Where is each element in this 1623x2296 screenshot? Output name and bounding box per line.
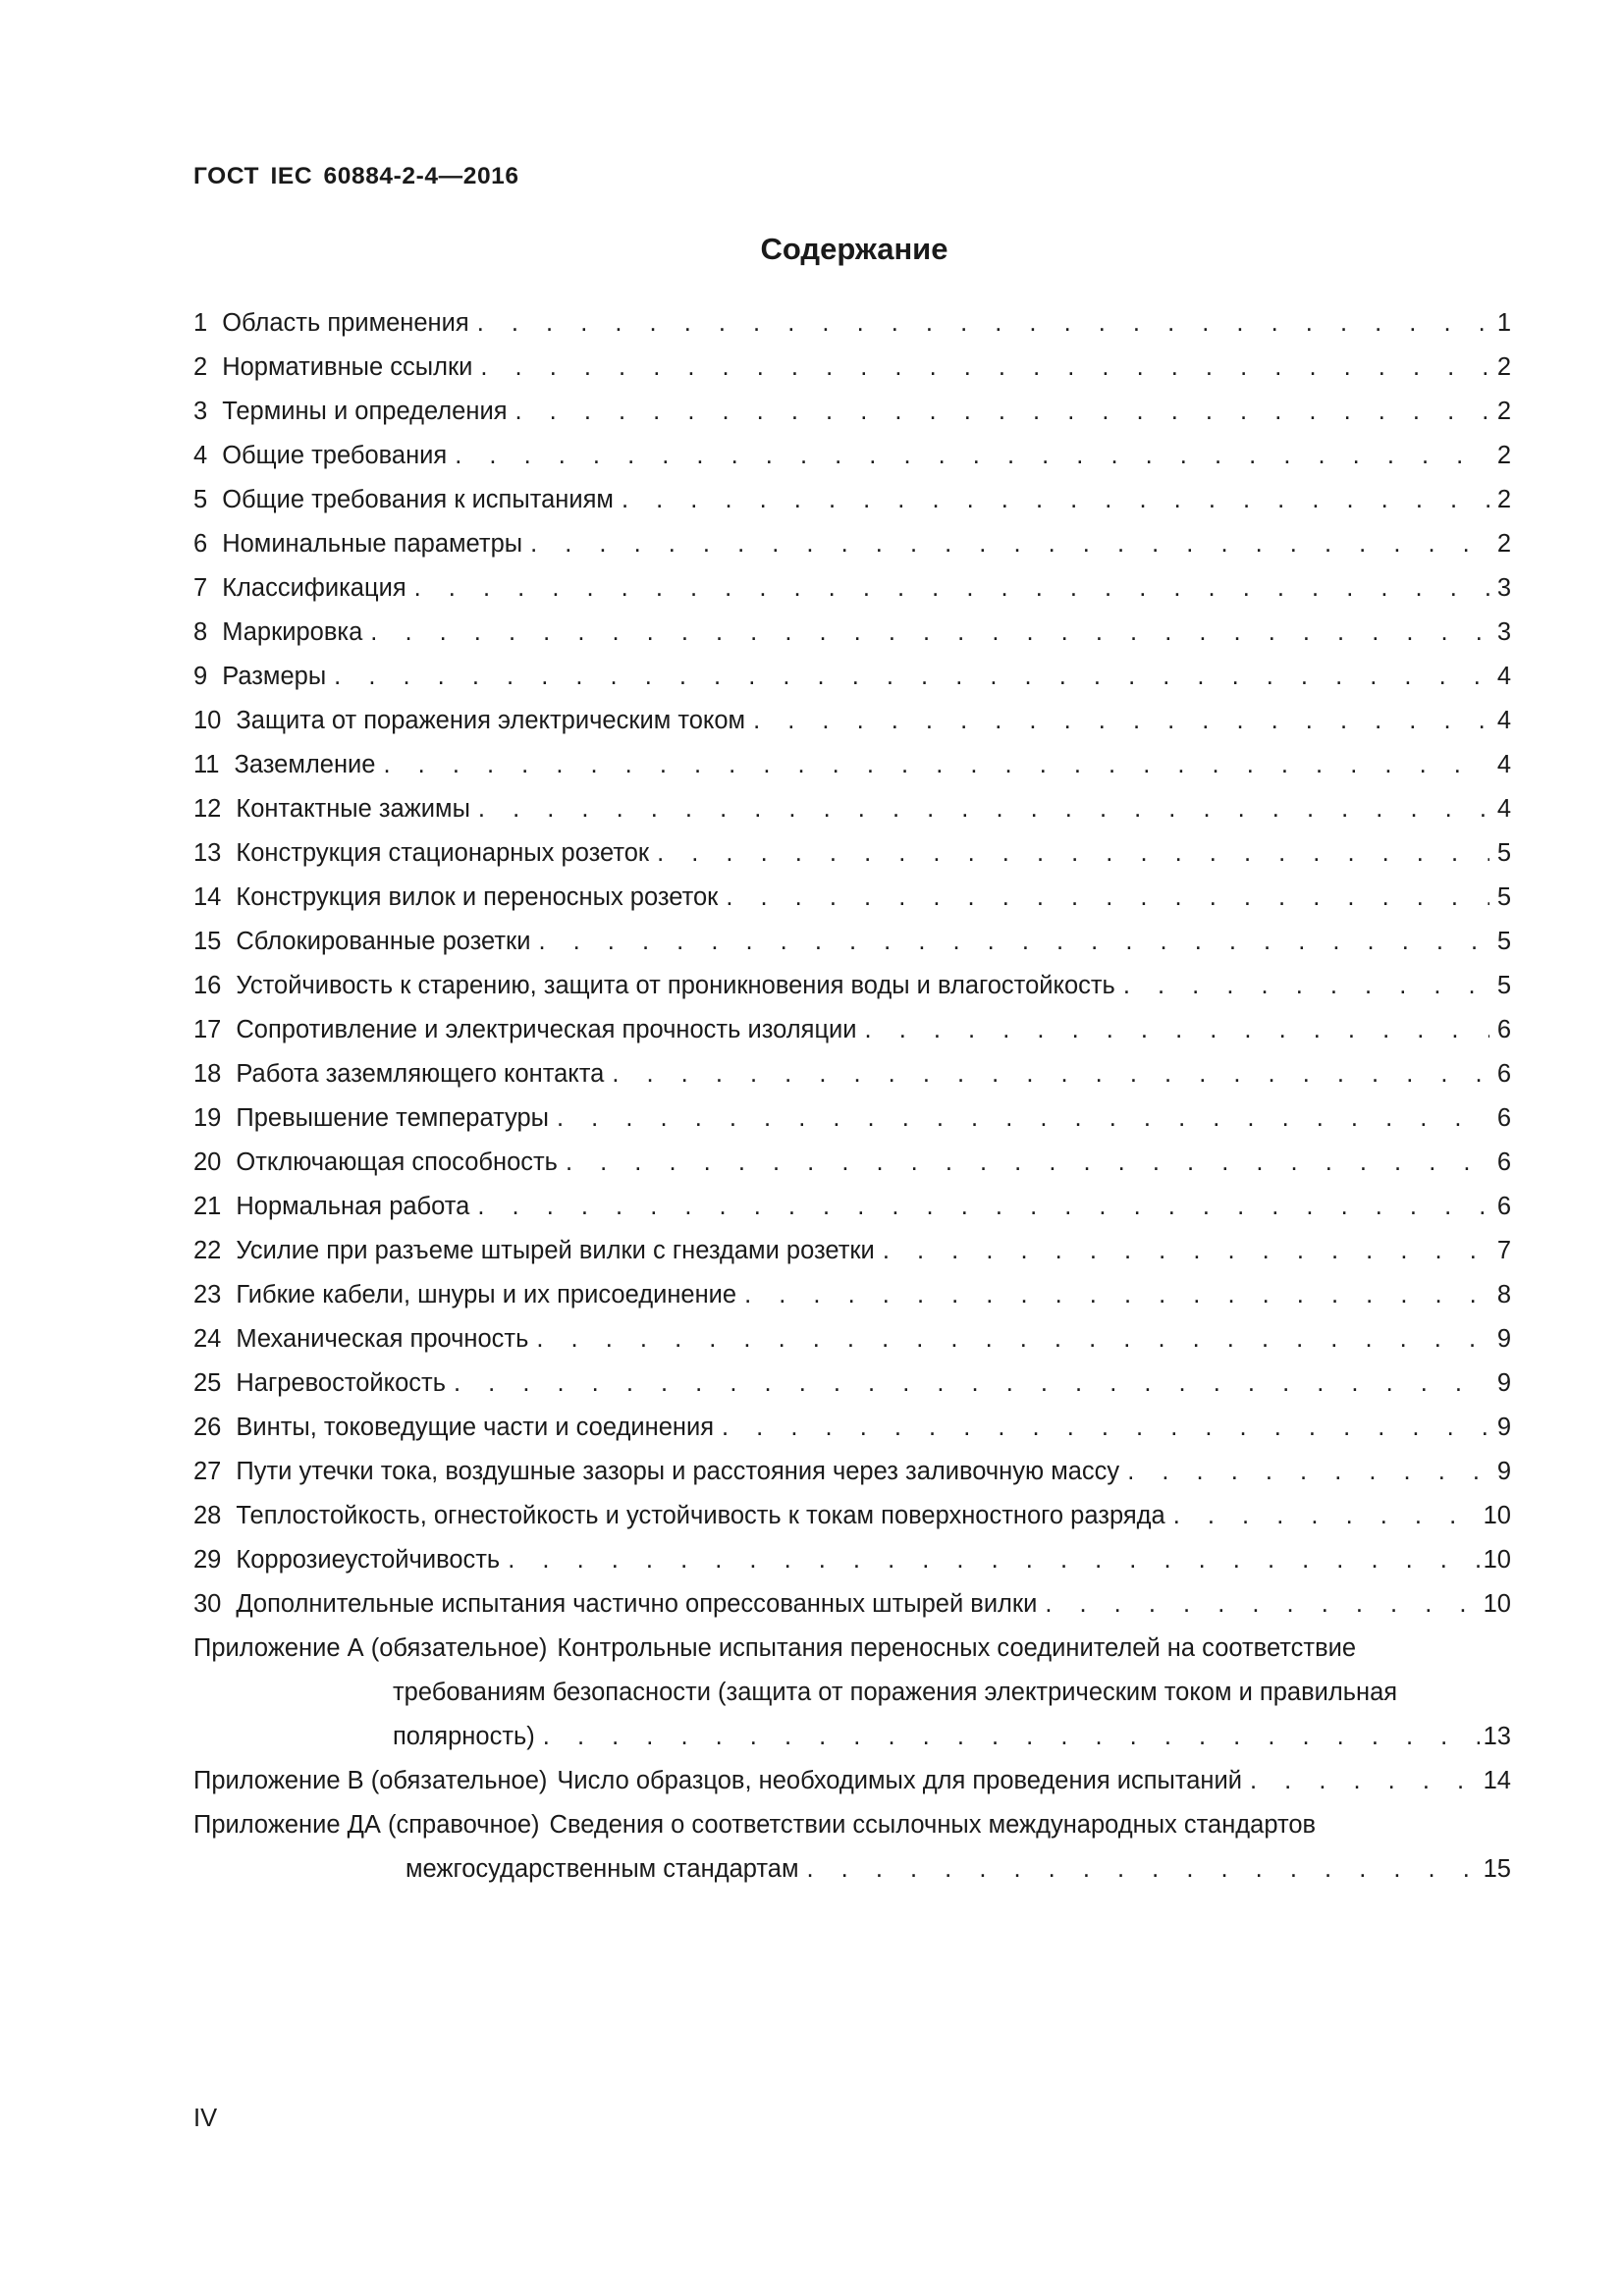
toc-entry-title: Превышение температуры <box>236 1104 550 1132</box>
dot-leader <box>736 1273 1489 1317</box>
dot-leader <box>535 1715 1480 1759</box>
page-number: IV <box>193 2105 218 2132</box>
toc-entry-page: 1 <box>1496 309 1511 337</box>
toc-entry-page: 2 <box>1496 442 1511 469</box>
toc-entry-page: 4 <box>1496 663 1511 690</box>
toc-entry-title: Нормальная работа <box>236 1193 470 1220</box>
annex-label: Приложение ДА (справочное) <box>193 1811 540 1839</box>
dot-leader <box>472 346 1489 390</box>
toc-annex-da[interactable] <box>193 1803 1511 1892</box>
toc-entry-title: Работа заземляющего контакта <box>236 1060 605 1088</box>
toc-entry-page: 8 <box>1496 1281 1511 1308</box>
toc-entry-title: Дополнительные испытания частично опрессованных штырей вилки <box>236 1590 1038 1618</box>
toc-entry[interactable] <box>193 566 1511 611</box>
toc-entry-number: 3 <box>193 398 208 425</box>
annex-first-line <box>193 1627 1511 1671</box>
toc-entry[interactable] <box>193 964 1511 1008</box>
toc-entry-title: Теплостойкость, огнестойкость и устойчивость к токам поверхностного разряда <box>236 1502 1165 1529</box>
annex-title-line: Число образцов, необходимых для проведения испытаний <box>557 1767 1242 1794</box>
toc-entry-number: 26 <box>193 1414 222 1441</box>
dot-leader <box>446 1362 1489 1406</box>
toc-entry[interactable] <box>193 1362 1511 1406</box>
dot-leader <box>549 1096 1489 1141</box>
dot-leader <box>375 743 1489 787</box>
dot-leader <box>798 1847 1479 1892</box>
toc-entry[interactable] <box>193 1052 1511 1096</box>
toc-entry-title: Отключающая способность <box>236 1148 558 1176</box>
dot-leader <box>530 920 1489 964</box>
dot-leader <box>500 1538 1479 1582</box>
toc-entry-title: Общие требования к испытаниям <box>222 486 614 513</box>
toc-entry[interactable] <box>193 522 1511 566</box>
toc-entry-title: Заземление <box>234 751 376 778</box>
toc-entry-page: 4 <box>1496 795 1511 823</box>
toc-entry-page: 9 <box>1496 1369 1511 1397</box>
toc-entry-title: Гибкие кабели, шнуры и их присоединение <box>236 1281 737 1308</box>
toc-entry-number: 11 <box>193 751 220 778</box>
toc-entry-number: 4 <box>193 442 208 469</box>
toc-entry-title: Механическая прочность <box>236 1325 529 1353</box>
annex-last-line <box>193 1847 1511 1892</box>
dot-leader <box>469 301 1489 346</box>
toc-annex-a[interactable] <box>193 1627 1511 1759</box>
toc-entry-page: 5 <box>1496 839 1511 867</box>
dot-leader <box>649 831 1489 876</box>
toc-entry-page: 6 <box>1496 1193 1511 1220</box>
annex-title-line: Контрольные испытания переносных соединителей на соответствие <box>557 1634 1357 1662</box>
toc-entry-page: 6 <box>1496 1148 1511 1176</box>
toc-entry-title: Конструкция вилок и переносных розеток <box>236 883 719 911</box>
toc-entry-number: 15 <box>193 928 222 955</box>
dot-leader <box>1242 1759 1480 1803</box>
toc-entry-title: Сопротивление и электрическая прочность изоляции <box>236 1016 857 1043</box>
annex-title-line: межгосударственным стандартам <box>406 1855 799 1883</box>
toc-entry-title: Устойчивость к старению, защита от проникновения воды и влагостойкость <box>236 972 1115 999</box>
dot-leader <box>875 1229 1489 1273</box>
toc-entry-title: Термины и определения <box>222 398 508 425</box>
toc-entry-number: 9 <box>193 663 208 690</box>
toc-entry-number: 19 <box>193 1104 222 1132</box>
toc-entry[interactable] <box>193 478 1511 522</box>
toc-entry-title: Размеры <box>222 663 327 690</box>
toc-entry-number: 23 <box>193 1281 222 1308</box>
toc-entry[interactable] <box>193 1538 1511 1582</box>
toc-entry[interactable] <box>193 1317 1511 1362</box>
toc-entry[interactable] <box>193 1008 1511 1052</box>
toc-entry-page: 4 <box>1496 751 1511 778</box>
toc-entry-title: Коррозиеустойчивость <box>236 1546 501 1574</box>
toc-entry-page: 2 <box>1496 486 1511 513</box>
toc-annex-b[interactable] <box>193 1759 1511 1803</box>
annex-label: Приложение А (обязательное) <box>193 1634 548 1662</box>
toc-entry-number: 20 <box>193 1148 222 1176</box>
toc-entry[interactable] <box>193 1185 1511 1229</box>
dot-leader <box>604 1052 1489 1096</box>
toc-entry[interactable] <box>193 434 1511 478</box>
toc-entry-title: Винты, токоведущие части и соединения <box>236 1414 715 1441</box>
toc-entry-title: Контактные зажимы <box>236 795 470 823</box>
toc-entry-title: Нагревостойкость <box>236 1369 446 1397</box>
toc-entry[interactable] <box>193 787 1511 831</box>
toc-entry-title: Классификация <box>222 574 406 602</box>
toc-entry-page: 10 <box>1483 1502 1511 1529</box>
toc-entry-page: 4 <box>1496 707 1511 734</box>
toc-entry[interactable] <box>193 831 1511 876</box>
toc-entry-number: 8 <box>193 618 208 646</box>
toc-entry-number: 6 <box>193 530 208 558</box>
toc-entry[interactable] <box>193 1406 1511 1450</box>
toc-heading: Содержание <box>760 232 948 266</box>
annex-title-line: требованиям безопасности (защита от поражения электрическим током и правильная <box>393 1679 1398 1706</box>
toc-entry-page: 9 <box>1496 1325 1511 1353</box>
toc-entry[interactable] <box>193 1096 1511 1141</box>
toc-entry-title: Конструкция стационарных розеток <box>236 839 650 867</box>
toc-entry-title: Область применения <box>222 309 469 337</box>
toc-entry-number: 18 <box>193 1060 222 1088</box>
dot-leader <box>508 390 1490 434</box>
dot-leader <box>522 522 1489 566</box>
toc-entry-number: 25 <box>193 1369 222 1397</box>
toc-entry[interactable] <box>193 301 1511 346</box>
dot-leader <box>1165 1494 1480 1538</box>
toc-entry-title: Нормативные ссылки <box>222 353 473 381</box>
toc-entry-number: 12 <box>193 795 222 823</box>
toc-entry-number: 24 <box>193 1325 222 1353</box>
toc-entry[interactable] <box>193 699 1511 743</box>
dot-leader <box>745 699 1489 743</box>
toc-entry-page: 9 <box>1496 1414 1511 1441</box>
toc-entry-page: 6 <box>1496 1060 1511 1088</box>
toc-entry[interactable] <box>193 655 1511 699</box>
toc-entry-number: 21 <box>193 1193 222 1220</box>
toc-entry-page: 7 <box>1496 1237 1511 1264</box>
toc-entry[interactable] <box>193 743 1511 787</box>
toc-entry-number: 13 <box>193 839 222 867</box>
toc-entry-number: 27 <box>193 1458 222 1485</box>
toc-entry-number: 7 <box>193 574 208 602</box>
toc-entry[interactable] <box>193 1141 1511 1185</box>
toc-entry[interactable] <box>193 1494 1511 1538</box>
table-of-contents <box>193 301 1511 1892</box>
dot-leader <box>718 876 1489 920</box>
toc-entry-page: 14 <box>1483 1767 1511 1794</box>
toc-entry-page: 5 <box>1496 928 1511 955</box>
dot-leader <box>1119 1450 1489 1494</box>
toc-entry-number: 30 <box>193 1590 222 1618</box>
annex-last-line <box>193 1715 1511 1759</box>
annex-label: Приложение В (обязательное) <box>193 1767 548 1794</box>
toc-entry[interactable] <box>193 1229 1511 1273</box>
toc-entry-title: Пути утечки тока, воздушные зазоры и расстояния через заливочную массу <box>236 1458 1120 1485</box>
dot-leader <box>362 611 1489 655</box>
toc-entry-page: 10 <box>1483 1546 1511 1574</box>
toc-entry-title: Маркировка <box>222 618 363 646</box>
annex-title-line: Сведения о соответствии ссылочных международных стандартов <box>549 1811 1317 1839</box>
toc-entry-page: 6 <box>1496 1016 1511 1043</box>
dot-leader <box>1037 1582 1479 1627</box>
toc-entry-page: 2 <box>1496 530 1511 558</box>
toc-entry[interactable] <box>193 1450 1511 1494</box>
toc-entry-page: 10 <box>1483 1590 1511 1618</box>
toc-entry[interactable] <box>193 611 1511 655</box>
toc-entry-number: 1 <box>193 309 208 337</box>
toc-entry-number: 10 <box>193 707 222 734</box>
toc-entry-page: 5 <box>1496 972 1511 999</box>
toc-entry-number: 14 <box>193 883 222 911</box>
toc-entry-number: 2 <box>193 353 208 381</box>
toc-entry-title: Общие требования <box>222 442 448 469</box>
toc-entry-page: 3 <box>1496 574 1511 602</box>
toc-entry-page: 5 <box>1496 883 1511 911</box>
toc-entry-title: Усилие при разъеме штырей вилки с гнездами розетки <box>236 1237 875 1264</box>
toc-entry-page: 13 <box>1483 1723 1511 1750</box>
dot-leader <box>528 1317 1489 1362</box>
toc-entry[interactable] <box>193 920 1511 964</box>
dot-leader <box>614 478 1489 522</box>
dot-leader <box>406 566 1489 611</box>
toc-entry-number: 29 <box>193 1546 222 1574</box>
toc-entry[interactable] <box>193 1582 1511 1627</box>
toc-entry-title: Сблокированные розетки <box>236 928 531 955</box>
annex-first-line <box>193 1803 1511 1847</box>
toc-entry-number: 22 <box>193 1237 222 1264</box>
dot-leader <box>558 1141 1489 1185</box>
dot-leader <box>447 434 1489 478</box>
toc-entry-title: Номинальные параметры <box>222 530 523 558</box>
toc-entry-page: 2 <box>1496 353 1511 381</box>
toc-entry-page: 15 <box>1483 1855 1511 1883</box>
toc-entry-number: 28 <box>193 1502 222 1529</box>
toc-entry[interactable] <box>193 1273 1511 1317</box>
toc-entry-page: 2 <box>1496 398 1511 425</box>
toc-entry-title: Защита от поражения электрическим током <box>236 707 746 734</box>
toc-entry[interactable] <box>193 346 1511 390</box>
dot-leader <box>469 1185 1489 1229</box>
toc-entry[interactable] <box>193 390 1511 434</box>
toc-entry[interactable] <box>193 876 1511 920</box>
document-code: ГОСТ IEC 60884-2-4—2016 <box>193 163 519 189</box>
toc-entry-page: 6 <box>1496 1104 1511 1132</box>
toc-entry-number: 16 <box>193 972 222 999</box>
toc-entry-number: 17 <box>193 1016 222 1043</box>
toc-entry-page: 9 <box>1496 1458 1511 1485</box>
toc-entry-number: 5 <box>193 486 208 513</box>
toc-entry-page: 3 <box>1496 618 1511 646</box>
annex-title-line: полярность) <box>393 1723 535 1750</box>
dot-leader <box>857 1008 1489 1052</box>
dot-leader <box>1115 964 1489 1008</box>
dot-leader <box>326 655 1489 699</box>
dot-leader <box>470 787 1489 831</box>
dot-leader <box>714 1406 1489 1450</box>
